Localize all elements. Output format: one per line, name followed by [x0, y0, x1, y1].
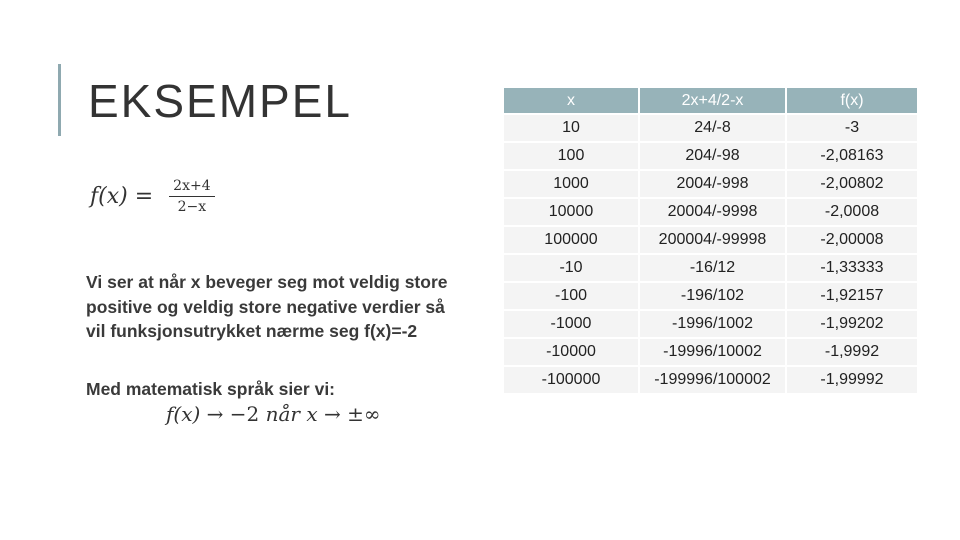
title-accent-bar — [58, 64, 61, 136]
cell-x: 100 — [504, 143, 638, 169]
cell-x: 1000 — [504, 171, 638, 197]
cell-fx: -3 — [787, 115, 917, 141]
table-row — [504, 199, 917, 225]
formula-denominator: 2−x — [177, 199, 207, 215]
cell-fx: -2,08163 — [787, 143, 917, 169]
table-row — [504, 367, 917, 393]
cell-x: 10 — [504, 115, 638, 141]
limit-expression — [166, 402, 381, 426]
cell-x: -100 — [504, 283, 638, 309]
table-body — [504, 115, 917, 393]
limit-fx: f(x) — [166, 402, 201, 426]
table-row — [504, 143, 917, 169]
cell-x: 100000 — [504, 227, 638, 253]
formula-numerator: 2x+4 — [169, 178, 214, 197]
explanation-paragraph: Vi ser at når x beveger seg mot veldig store positive og veldig store negative verdier så vil funksjonsutrykket nærme seg f(x)=-2 — [86, 272, 448, 341]
cell-x: -1000 — [504, 311, 638, 337]
cell-expression: 24/-8 — [640, 115, 785, 141]
cell-expression: -16/12 — [640, 255, 785, 281]
formula-lhs: f(x) = — [90, 184, 154, 209]
cell-expression: 20004/-9998 — [640, 199, 785, 225]
cell-fx: -1,33333 — [787, 255, 917, 281]
math-lead-text: Med matematisk språk sier vi: — [86, 379, 336, 399]
cell-expression: -19996/10002 — [640, 339, 785, 365]
table-row — [504, 171, 917, 197]
table-row — [504, 115, 917, 141]
table-row — [504, 255, 917, 281]
cell-x: -10 — [504, 255, 638, 281]
function-formula — [90, 178, 215, 215]
table-row — [504, 339, 917, 365]
table-header-row — [504, 88, 917, 113]
cell-x: 10000 — [504, 199, 638, 225]
cell-fx: -2,0008 — [787, 199, 917, 225]
limit-arrow-value: → −2 — [200, 402, 266, 426]
cell-fx: -2,00802 — [787, 171, 917, 197]
header-x: x — [504, 88, 638, 113]
cell-expression: -1996/1002 — [640, 311, 785, 337]
cell-fx: -1,99202 — [787, 311, 917, 337]
cell-expression: -196/102 — [640, 283, 785, 309]
table-row — [504, 227, 917, 253]
cell-fx: -1,99992 — [787, 367, 917, 393]
cell-fx: -1,9992 — [787, 339, 917, 365]
cell-expression: 204/-98 — [640, 143, 785, 169]
value-table — [502, 86, 919, 395]
table-row — [504, 311, 917, 337]
cell-fx: -2,00008 — [787, 227, 917, 253]
cell-expression: 2004/-998 — [640, 171, 785, 197]
header-fx: f(x) — [787, 88, 917, 113]
table-row — [504, 283, 917, 309]
slide-title: EKSEMPEL — [88, 75, 352, 127]
cell-expression: -199996/100002 — [640, 367, 785, 393]
limit-naar: når — [265, 402, 300, 426]
limit-arrow-infinity: → ±∞ — [317, 402, 381, 426]
cell-fx: -1,92157 — [787, 283, 917, 309]
cell-x: -10000 — [504, 339, 638, 365]
limit-x: x — [299, 402, 318, 426]
cell-x: -100000 — [504, 367, 638, 393]
formula-fraction — [169, 178, 214, 215]
cell-expression: 200004/-99998 — [640, 227, 785, 253]
header-expression: 2x+4/2-x — [640, 88, 785, 113]
